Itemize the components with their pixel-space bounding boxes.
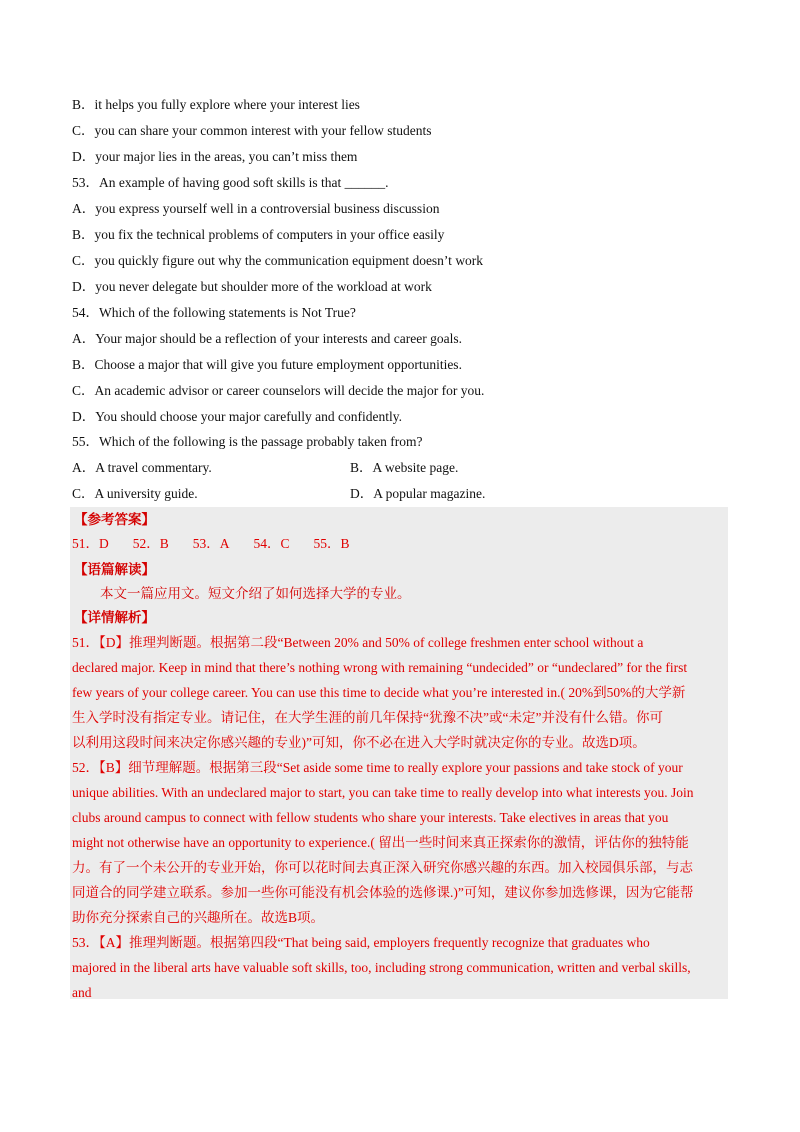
- q55-option-d: D．A popular magazine.: [350, 486, 486, 501]
- analysis-line: might not otherwise have an opportunity to experience.( 留出一些时间来真正探索你的激情，评估你的独特能: [72, 835, 689, 850]
- q55-option-c: C．A university guide.: [72, 486, 198, 501]
- detailed-analysis-heading: 【详情解析】: [74, 610, 155, 625]
- q54-option-d: D．You should choose your major carefully and confidently.: [72, 409, 402, 424]
- q52-option-d: D．your major lies in the areas, you can’t miss them: [72, 149, 358, 164]
- analysis-line: unique abilities. With an undeclared major to start, you can take time to really develop into what interests you. Join: [72, 785, 694, 800]
- q54-option-b: B．Choose a major that will give you future employment opportunities.: [72, 357, 462, 372]
- answer-key-heading: 【参考答案】: [74, 512, 155, 527]
- analysis-line: 助你充分探索自己的兴趣所在。故选B项。: [72, 910, 325, 925]
- q55-stem: 55．Which of the following is the passage probably taken from?: [72, 434, 423, 449]
- q55-options-row-1: [72, 459, 632, 477]
- analysis-line: 力。有了一个未公开的专业开始，你可以花时间去真正深入研究你感兴趣的东西。加入校园俱乐部，与志: [72, 860, 693, 875]
- q53-option-a: A．you express yourself well in a controversial business discussion: [72, 201, 440, 216]
- q53-option-c: C．you quickly figure out why the communication equipment doesn’t work: [72, 253, 484, 268]
- answer-54: 54．C: [253, 536, 290, 551]
- analysis-line: 51．【D】推理判断题。根据第二段“Between 20% and 50% of college freshmen enter school without a: [72, 635, 644, 650]
- analysis-line: declared major. Keep in mind that there’s nothing wrong with remaining “undecided” or “undeclared” for the first: [72, 660, 688, 675]
- q53-stem: 53．An example of having good soft skills is that ______.: [72, 175, 389, 190]
- passage-reading-text: 本文一篇应用文。短文介绍了如何选择大学的专业。: [100, 586, 411, 601]
- q54-option-a: A．Your major should be a reflection of your interests and career goals.: [72, 331, 463, 346]
- analysis-line: 以利用这段时间来决定你感兴趣的专业)”可知，你不必在进入大学时就决定你的专业。故选D项。: [72, 735, 646, 750]
- answer-55: 55．B: [313, 536, 350, 551]
- q52-option-b: B．it helps you fully explore where your interest lies: [72, 97, 360, 112]
- analysis-line: 52．【B】细节理解题。根据第三段“Set aside some time to really explore your passions and take stock of your: [72, 760, 683, 775]
- analysis-line: 生入学时没有指定专业。请记住，在大学生涯的前几年保持“犹豫不决”或“未定”并没有什么错。你可: [72, 710, 663, 725]
- q55-options-row-2: [72, 485, 632, 503]
- analysis-line: 同道合的同学建立联系。参加一些你可能没有机会体验的选修课.)”可知，建议你参加选修课，因为它能帮: [72, 885, 694, 900]
- answer-52: 52．B: [132, 536, 169, 551]
- q54-option-c: C．An academic advisor or career counselors will decide the major for you.: [72, 383, 485, 398]
- answer-key-row: [72, 535, 374, 553]
- answer-53: 53．A: [192, 536, 230, 551]
- q55-option-b: B．A website page.: [350, 460, 459, 475]
- answer-51: 51．D: [72, 536, 109, 551]
- analysis-line: majored in the liberal arts have valuable soft skills, too, including strong communication, written and verbal skills,: [72, 960, 691, 975]
- q52-option-c: C．you can share your common interest with your fellow students: [72, 123, 432, 138]
- analysis-line: few years of your college career. You can use this time to decide what you’re interested in.( 20%到50%的大学新: [72, 685, 686, 700]
- q53-option-b: B．you fix the technical problems of computers in your office easily: [72, 227, 445, 242]
- q55-option-a: A．A travel commentary.: [72, 460, 212, 475]
- analysis-line: and: [72, 985, 92, 1000]
- analysis-line: clubs around campus to connect with fellow students who share your interests. Take electives in areas that you: [72, 810, 669, 825]
- passage-reading-heading: 【语篇解读】: [74, 562, 155, 577]
- analysis-line: 53．【A】推理判断题。根据第四段“That being said, employers frequently recognize that graduates who: [72, 935, 650, 950]
- q54-stem: 54．Which of the following statements is Not True?: [72, 305, 356, 320]
- q53-option-d: D．you never delegate but shoulder more of the workload at work: [72, 279, 432, 294]
